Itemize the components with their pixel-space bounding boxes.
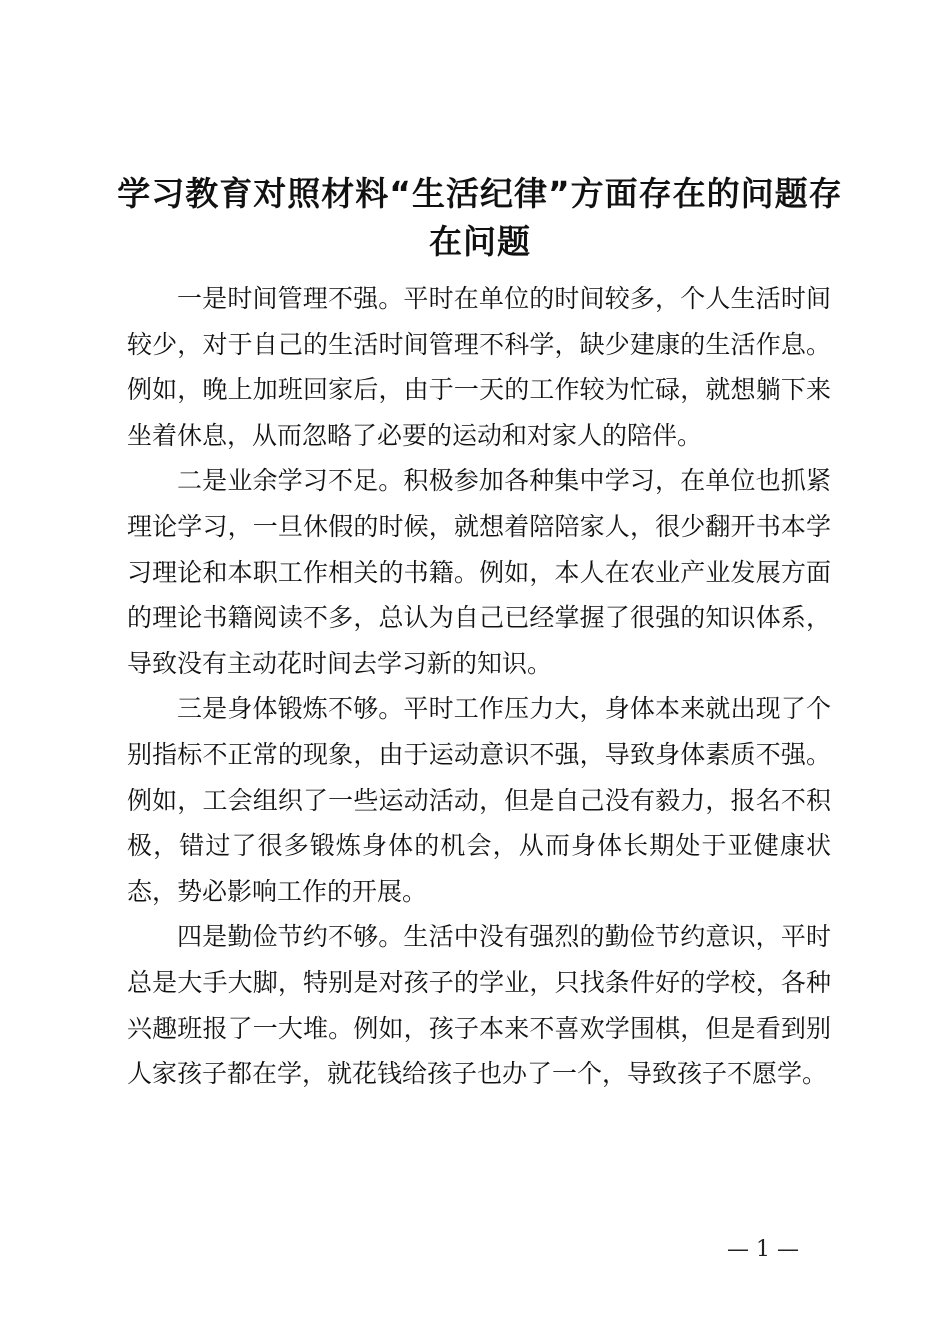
document-title: 学习教育对照材料“生活纪律”方面存在的问题存在问题 bbox=[117, 174, 843, 261]
paragraph-time-management: 一是时间管理不强。平时在单位的时间较多，个人生活时间较少，对于自己的生活时间管理不科学，缺少建康的生活作息。例如，晚上加班回家后，由于一天的工作较为忙碌，就想躺下来坐着休息，从而忽略了必要的运动和对家人的陪伴。 bbox=[127, 284, 831, 450]
paragraph-spare-time-study: 二是业余学习不足。积极参加各种集中学习，在单位也抓紧理论学习，一旦休假的时候，就想着陪陪家人，很少翻开书本学习理论和本职工作相关的书籍。例如，本人在农业产业发展方面的理论书籍阅读不多，总认为自己已经掌握了很强的知识体系，导致没有主动花时间去学习新的知识。 bbox=[127, 466, 831, 678]
document-body bbox=[127, 276, 831, 1097]
paragraph-physical-exercise: 三是身体锻炼不够。平时工作压力大，身体本来就出现了个别指标不正常的现象，由于运动意识不强，导致身体素质不强。例如，工会组织了一些运动活动，但是自己没有毅力，报名不积极，错过了很多锻炼身体的机会，从而身体长期处于亚健康状态，势必影响工作的开展。 bbox=[127, 694, 831, 906]
paragraph-thrift: 四是勤俭节约不够。生活中没有强烈的勤俭节约意识，平时总是大手大脚，特别是对孩子的学业，只找条件好的学校，各种兴趣班报了一大堆。例如，孩子本来不喜欢学围棋，但是看到别人家孩子都在学，就花钱给孩子也办了一个，导致孩子不愿学。 bbox=[127, 922, 831, 1089]
page-number: — 1 — bbox=[727, 1237, 799, 1262]
